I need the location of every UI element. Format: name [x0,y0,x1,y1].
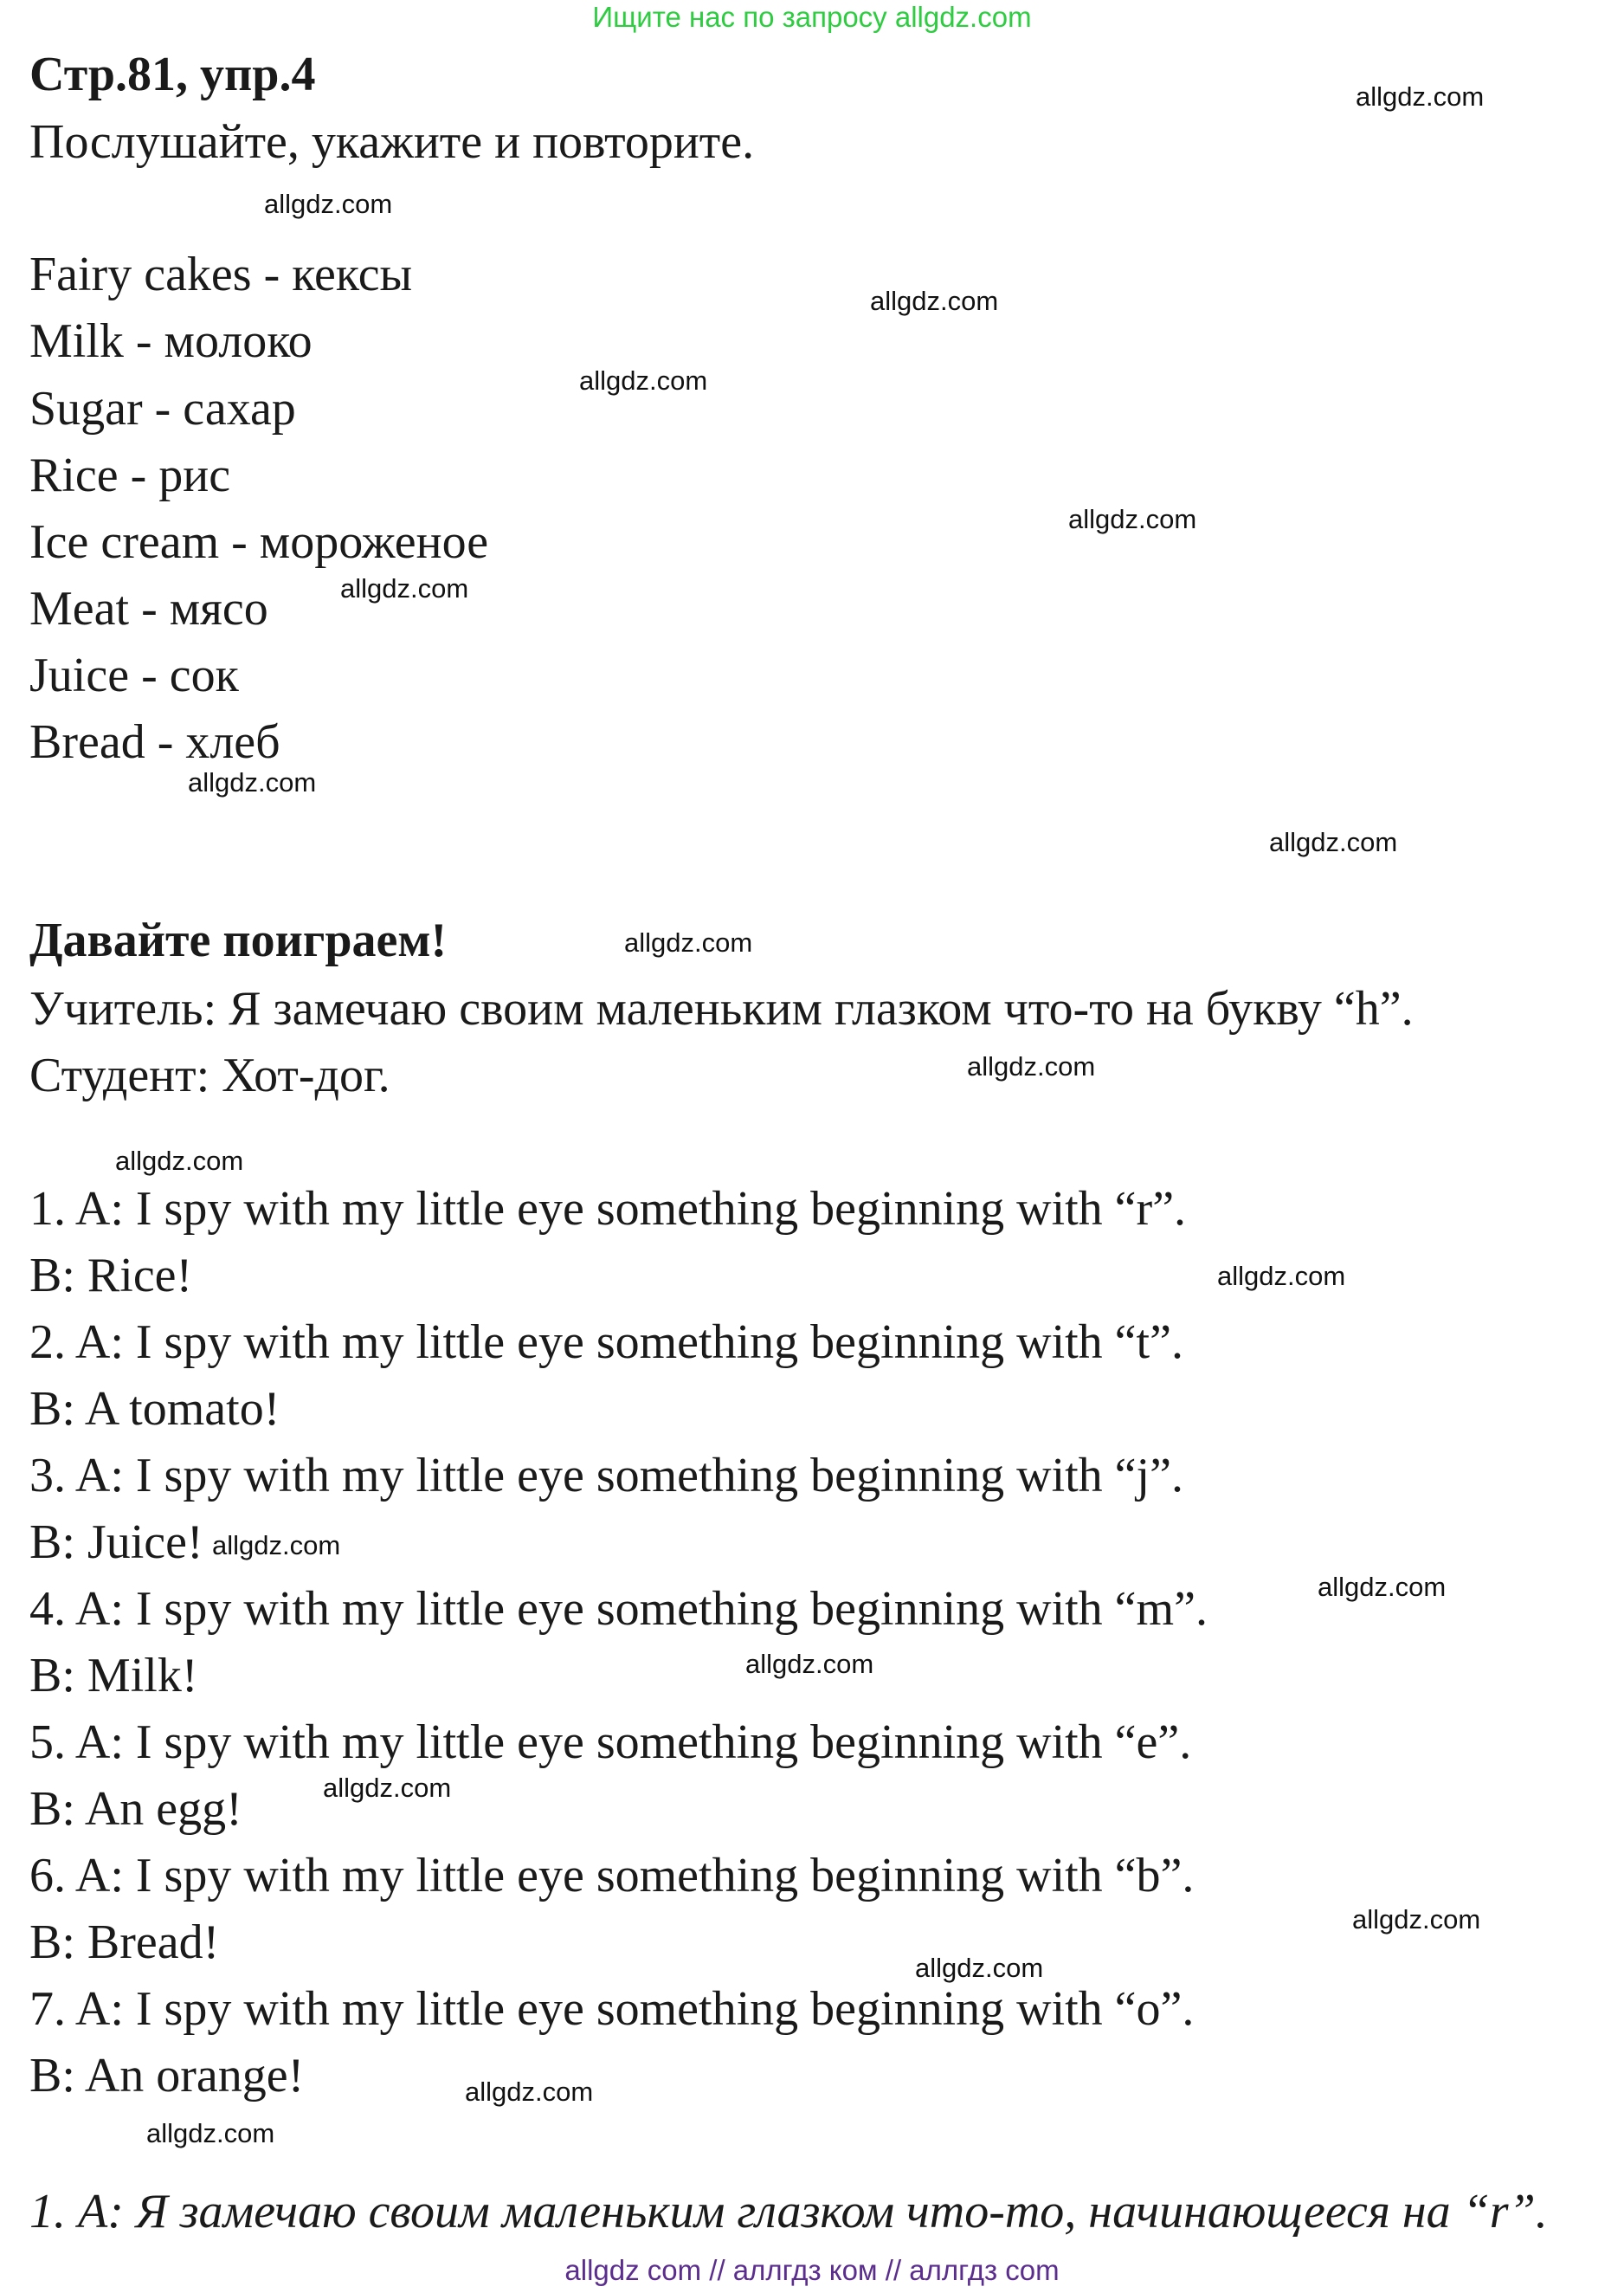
vocab-item: Fairy cakes - кексы [29,248,413,301]
watermark: allgdz.com [1318,1572,1447,1602]
dialogue-answer: B: Rice! [29,1249,193,1302]
teacher-line: Учитель: Я замечаю своим маленьким глазком что-то на букву “h”. [29,982,1414,1036]
watermark: allgdz.com [915,1953,1044,1983]
vocab-item: Juice - сок [29,649,239,702]
watermark: allgdz.com [1269,827,1398,857]
watermark: allgdz.com [745,1649,874,1679]
dialogue-question: 5. A: I spy with my little eye something beginning with “e”. [29,1715,1192,1769]
game-title: Давайте поиграем! [29,914,448,967]
dialogue-question: 7. A: I spy with my little eye something beginning with “o”. [29,1982,1195,2036]
vocab-item: Rice - рис [29,449,231,502]
top-banner: Ищите нас по запросу allgdz.com [592,1,1032,33]
dialogue-answer: B: An egg! [29,1782,242,1836]
watermark: allgdz.com [146,2118,275,2148]
watermark: allgdz.com [1068,504,1197,534]
page-title: Стр.81, упр.4 [29,48,316,101]
instruction-text: Послушайте, укажите и повторите. [29,115,755,169]
watermark: allgdz.com [323,1773,452,1803]
watermark: allgdz.com [579,365,708,396]
dialogue-answer: B: Bread! [29,1915,220,1969]
vocab-item: Milk - молоко [29,314,313,368]
watermark: allgdz.com [212,1530,341,1560]
dialogue-question: 1. A: I spy with my little eye something beginning with “r”. [29,1182,1187,1236]
dialogue-question: 4. A: I spy with my little eye something beginning with “m”. [29,1582,1208,1636]
watermark: allgdz.com [967,1051,1096,1082]
watermark: allgdz.com [1217,1261,1346,1291]
dialogue-answer: B: Juice! [29,1515,203,1569]
watermark: allgdz.com [188,767,317,798]
student-line: Студент: Хот-дог. [29,1049,390,1102]
dialogue-answer: B: An orange! [29,2049,305,2102]
dialogue-answer: B: Milk! [29,1649,198,1702]
watermark: allgdz.com [624,927,753,958]
footer-watermark: allgdz com // аллгдз ком // аллгдз com [564,2254,1060,2286]
vocab-item: Meat - мясо [29,582,268,636]
watermark: allgdz.com [1352,1904,1481,1935]
vocab-item: Sugar - сахар [29,382,296,436]
watermark: allgdz.com [115,1146,244,1176]
watermark: allgdz.com [1356,81,1485,112]
translation-line: 1. А: Я замечаю своим маленьким глазком что-то, начинающееся на “r”. [29,2185,1548,2238]
watermark: allgdz.com [870,286,999,316]
vocab-item: Bread - хлеб [29,715,280,769]
watermark: allgdz.com [465,2077,594,2107]
watermark: allgdz.com [264,189,393,219]
dialogue-question: 6. A: I spy with my little eye something beginning with “b”. [29,1849,1195,1902]
dialogue-question: 3. A: I spy with my little eye something beginning with “j”. [29,1449,1183,1502]
dialogue-answer: B: A tomato! [29,1382,280,1436]
vocab-item: Ice cream - мороженое [29,515,489,569]
watermark: allgdz.com [340,573,469,604]
dialogue-question: 2. A: I spy with my little eye something beginning with “t”. [29,1315,1183,1369]
